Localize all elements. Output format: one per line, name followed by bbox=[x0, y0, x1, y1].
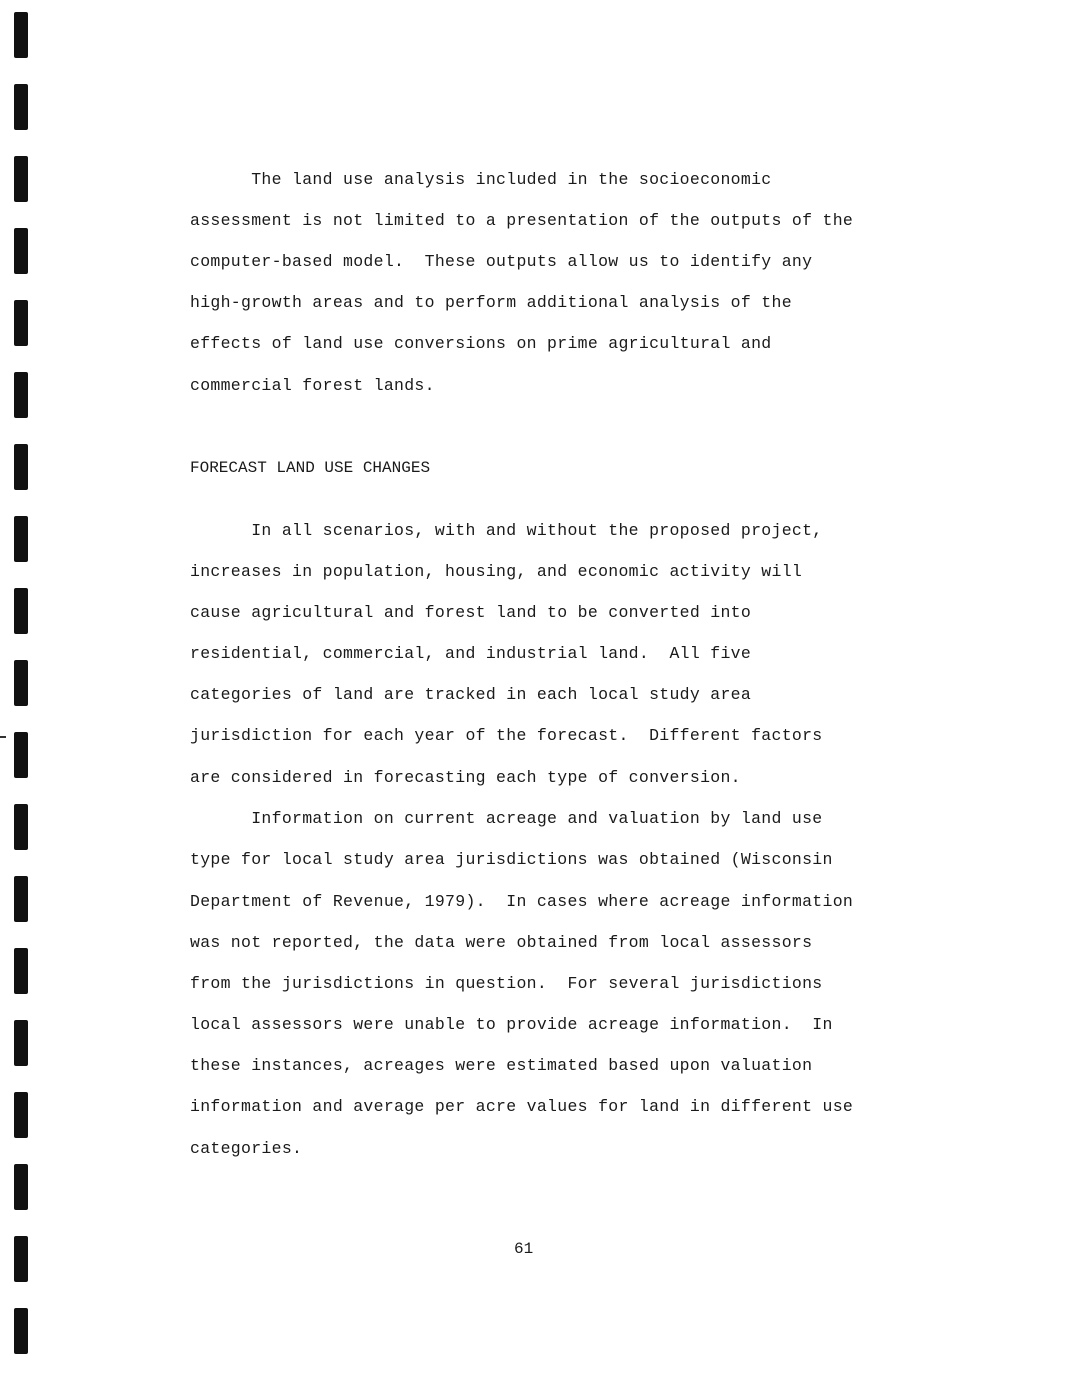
text-line: cause agricultural and forest land to be converted into bbox=[190, 603, 752, 622]
binding-hole bbox=[14, 12, 28, 58]
binding-hole bbox=[14, 1164, 28, 1210]
binding-hole bbox=[14, 1308, 28, 1354]
binding-hole bbox=[14, 156, 28, 202]
binding-hole bbox=[14, 660, 28, 706]
binding-hole bbox=[14, 804, 28, 850]
binding-hole bbox=[14, 84, 28, 130]
section-heading: FORECAST LAND USE CHANGES bbox=[190, 459, 431, 477]
binding-hole bbox=[14, 1020, 28, 1066]
text-line: assessment is not limited to a presentation of the outputs of the bbox=[190, 211, 854, 230]
text-line: jurisdiction for each year of the forecast. Different factors bbox=[190, 726, 823, 745]
text-line: effects of land use conversions on prime agricultural and bbox=[190, 334, 772, 353]
text-line: categories of land are tracked in each local study area bbox=[190, 685, 752, 704]
binding-hole bbox=[14, 732, 28, 778]
text-line: residential, commercial, and industrial land. All five bbox=[190, 644, 752, 663]
text-line: Department of Revenue, 1979). In cases where acreage information bbox=[190, 892, 854, 911]
binding-holes bbox=[14, 0, 30, 1379]
binding-hole bbox=[14, 588, 28, 634]
text-line: local assessors were unable to provide acreage information. In bbox=[190, 1015, 833, 1034]
binding-hole bbox=[14, 228, 28, 274]
text-line: are considered in forecasting each type of conversion. bbox=[190, 768, 741, 787]
text-line: Information on current acreage and valuation by land use bbox=[190, 809, 823, 828]
text-line: categories. bbox=[190, 1139, 303, 1158]
text-line: increases in population, housing, and economic activity will bbox=[190, 562, 803, 581]
text-line: was not reported, the data were obtained from local assessors bbox=[190, 933, 813, 952]
text-line: In all scenarios, with and without the proposed project, bbox=[190, 521, 823, 540]
binding-hole bbox=[14, 1236, 28, 1282]
binding-hole bbox=[14, 1092, 28, 1138]
binding-hole bbox=[14, 948, 28, 994]
text-line: information and average per acre values for land in different use bbox=[190, 1097, 854, 1116]
text-line: computer-based model. These outputs allow us to identify any bbox=[190, 252, 813, 271]
binding-hole bbox=[14, 876, 28, 922]
binding-hole bbox=[14, 516, 28, 562]
text-line: type for local study area jurisdictions was obtained (Wisconsin bbox=[190, 850, 833, 869]
text-line: high-growth areas and to perform additional analysis of the bbox=[190, 293, 792, 312]
binding-hole bbox=[14, 444, 28, 490]
text-line: The land use analysis included in the socioeconomic bbox=[190, 170, 772, 189]
text-line: commercial forest lands. bbox=[190, 376, 435, 395]
binding-hole bbox=[14, 372, 28, 418]
binding-hole bbox=[14, 300, 28, 346]
page-number: 61 bbox=[514, 1240, 534, 1258]
scan-mark bbox=[0, 736, 6, 738]
text-line: these instances, acreages were estimated based upon valuation bbox=[190, 1056, 813, 1075]
text-line: from the jurisdictions in question. For several jurisdictions bbox=[190, 974, 823, 993]
